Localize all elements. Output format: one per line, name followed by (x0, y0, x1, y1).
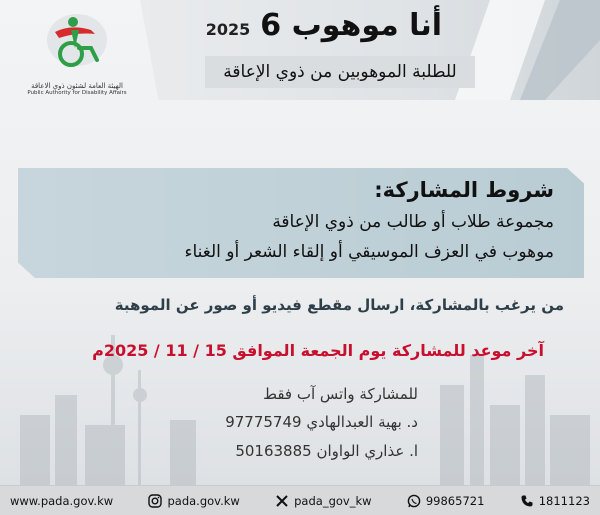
condition-line: مجموعة طلاب أو طالب من ذوي الإعاقة (272, 212, 554, 232)
whatsapp-icon (407, 494, 421, 508)
website-link[interactable]: www.pada.gov.kw (10, 493, 114, 508)
footer-whatsapp[interactable] (407, 494, 485, 508)
contact-person: ا. عذاري الواوان 50163885 (235, 442, 418, 460)
pada-logo-icon (41, 8, 113, 76)
x-icon (275, 494, 289, 508)
page-title: أنا موهوب 6 (260, 8, 442, 43)
whatsapp-number[interactable]: 99865721 (425, 493, 485, 508)
x-handle[interactable]: pada_gov_kw (294, 493, 372, 508)
footer-website[interactable] (10, 494, 113, 508)
instagram-handle[interactable]: pada.gov.kw (167, 493, 240, 508)
conditions-title: شروط المشاركة: (374, 178, 554, 202)
contact-person: د. بهية العبدالهادي 97775749 (225, 413, 418, 431)
year-label: 2025 (205, 20, 251, 39)
logo-name-english: Public Authority for Disability Affairs (27, 90, 127, 96)
pada-logo (22, 8, 132, 118)
footer-phone[interactable] (520, 494, 590, 508)
title-row (206, 8, 442, 43)
subtitle: للطلبة الموهوبين من ذوي الإعاقة (223, 62, 457, 82)
deadline-text: آخر موعد للمشاركة يوم الجمعة الموافق 15 / 11 / 2025م (92, 341, 544, 360)
subtitle-box (205, 56, 475, 88)
footer-instagram[interactable] (148, 494, 239, 508)
logo-name-arabic: الهيئة العامة لشئون ذوي الاعاقة (31, 82, 123, 90)
footer-bar (0, 485, 600, 515)
instagram-icon (148, 494, 162, 508)
contact-title: للمشاركة واتس آب فقط (263, 385, 418, 403)
footer-x[interactable] (275, 494, 371, 508)
phone-icon (520, 494, 534, 508)
condition-line: موهوب في العزف الموسيقي أو إلقاء الشعر أو الغناء (184, 242, 554, 262)
phone-number[interactable]: 1811123 (538, 493, 590, 508)
participation-instructions: من يرغب بالمشاركة، ارسال مقطع فيديو أو صور عن الموهبة (114, 296, 564, 314)
